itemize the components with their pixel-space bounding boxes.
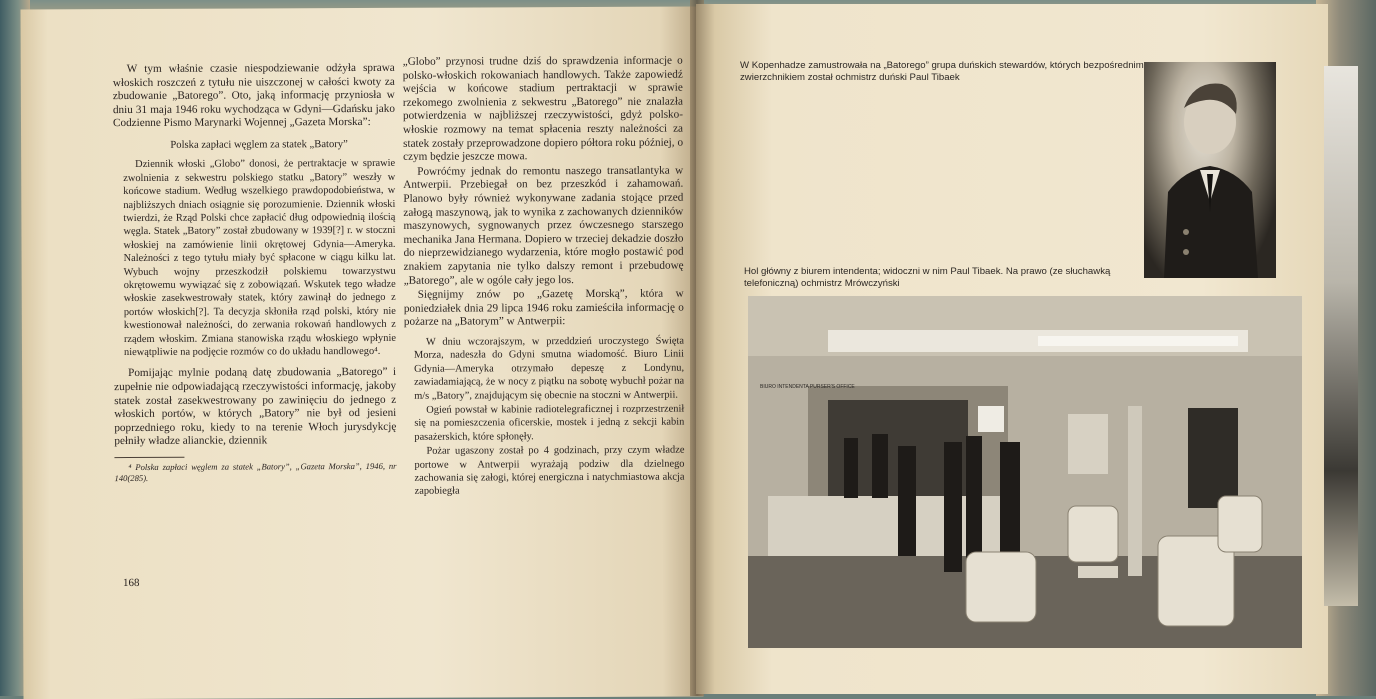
left-column xyxy=(113,62,397,484)
quote-paragraph: Dziennik włoski „Globo” donosi, że pertraktacje w sprawie zwolnienia z sekwestru polskiego statku „Batory” weszły w końcowe stadium. Według wszelkiego prawdopodobieństwa, w najbliższych dniach osiągnie się porozumienie. Dziennik włoski twierdzi, że Rząd Polski chce zapłacić dług odpowiednią ilością węgla. Statek „Batory” został zbudowany w 1939[?] r. w stoczni włoskiej na zamówienie linii okrętowej Gdynia—Ameryka. Należności z tego tytułu miały być spłacone w ciągu kilku lat. Wybuch wojny przeszkodził polskiemu towarzystwu okrętowemu wywiązać się z zobowiązań. Wskutek tego władze włoskie zasekwestrowały statek, który zawinął do jednego z portów włoskich[?]. Ta decyzja skłoniła rząd polski, który nie kwestionował należności, do zerwania rokowań handlowych z rządem włoskim. Zmiana stanowiska rządu włoskiego wpłynie niewątpliwie na podjęcie rozmów co do układu handlowego⁴. xyxy=(123,158,396,359)
footnote: ⁴ Polska zapłaci węglem za statek „Batory”, „Gazeta Morska”, 1946, nr 140(285). xyxy=(114,460,397,483)
lobby-sign: BIURO INTENDENTA PURSER'S OFFICE xyxy=(760,384,855,390)
left-page xyxy=(20,7,703,699)
lobby-scene xyxy=(748,296,1302,648)
adjacent-page-photo-strip xyxy=(1324,66,1358,606)
quote-heading: Polska zapłaci węglem za statek „Batory” xyxy=(170,139,348,151)
fire-quote xyxy=(404,334,685,498)
footnote-rule xyxy=(114,457,184,458)
newspaper-quote xyxy=(113,138,396,360)
intro-paragraph: W tym właśnie czasie niespodziewanie odżyła sprawa włoskich roszczeń z tytułu nie uiszczonej w całości kwoty za zbudowanie „Batorego”. Oto, jaką informację przyniosła w dniu 31 maja 1946 roku wychodząca w Gdyni—Gdańsku jako Codzienne Pismo Marynarki Wojennej „Gazeta Morska”: xyxy=(112,61,395,130)
paragraph-globo: „Globo” przynosi trudne dziś do sprawdzenia informacje o polsko-włoskich rokowaniach handlowych. Także zapowiedź wejścia w końcowe stadium pertraktacji w sprawie rzekomego zwolnienia z sekwestru „Batorego” nie znalazła potwierdzenia w najbliższej rzeczywistości, gdyż polsko-włoskie rozmowy na temat spłacenia reszty należności za statek zostały przeprowadzone dopiero półtora roku później, o czym będzie jeszcze mowa. xyxy=(402,54,684,163)
paragraph-remont: Powróćmy jednak do remontu naszego transatlantyka w Antwerpii. Przebiegał on bez przeszkód i zahamowań. Planowo były również wykonywane zadania stojące przed załogą maszynową, jak to wynika z zachowanych dzienników maszynowych, sygnowanych przez ówczesnego starszego mechanika Jana Hermana. Dopiero w trzeciej dekadzie doszło do nieprzewidzianego wydarzenia, które mogło postawić pod znakiem zapytania nie tylko dalszy remont i przebudowę „Batorego”, ale w ogóle cały jego los. xyxy=(403,164,684,287)
paragraph-gazeta: Sięgnijmy znów po „Gazetę Morską”, która w poniedziałek dnia 29 lipca 1946 roku zamieściła informację o pożarze na „Batorym” w Antwerpii: xyxy=(403,287,684,329)
lobby-caption: Hol główny z biurem intendenta; widoczni w nim Paul Tibaek. Na prawo (ze słuchawką telefoniczną) ochmistrz Mrówczyński xyxy=(744,266,1111,289)
fire-quote-p2: Ogień powstał w kabinie radiotelegraficznej i rozprzestrzenił się na pomieszczenia oficerskie, mostek i jedną z sekcji kabin pasażerskich, które spłonęły. xyxy=(414,403,685,443)
portrait-figure xyxy=(1144,62,1276,278)
body-paragraph: Pomijając mylnie podaną datę zbudowania „Batorego” i zupełnie nie odpowiadającą rzeczywistości informację, jakoby statek został zasekwestrowany po zawinięciu do jednego z włoskich portów, w których „Batory” nie był od jesieni poprzedniego roku, kiedy to na terenie Włoch jurysdykcję pełniły władze alianckie, dziennik xyxy=(114,366,397,448)
portrait-photo xyxy=(1144,62,1276,278)
portrait-caption: W Kopenhadze zamustrowała na „Batorego” grupa duńskich stewardów, których bezpośrednim zwierzchnikiem został ochmistrz duński Paul Tibaek xyxy=(740,60,1144,83)
right-page xyxy=(696,4,1328,694)
page-number: 168 xyxy=(122,576,140,590)
fire-quote-p3: Pożar ugaszony został po 4 godzinach, przy czym władze portowe w Antwerpii wyrażają podziw dla dzielnego zachowania się załogi, której energiczna i natychmiastowa akcja zapobiegła xyxy=(414,444,685,498)
lobby-photo xyxy=(748,296,1302,648)
right-column xyxy=(403,55,685,500)
fire-quote-p1: W dniu wczorajszym, w przeddzień uroczystego Święta Morza, nadeszła do Gdyni smutna wiadomość. Biuro Linii Gdynia—Ameryka otrzymało depeszę z Londynu, zawiadamiającą, że w nocy z piątku na sobotę wybuchł pożar na m/s „Batory”, znajdującym się obecnie na stoczni w Antwerpii. xyxy=(413,335,685,402)
